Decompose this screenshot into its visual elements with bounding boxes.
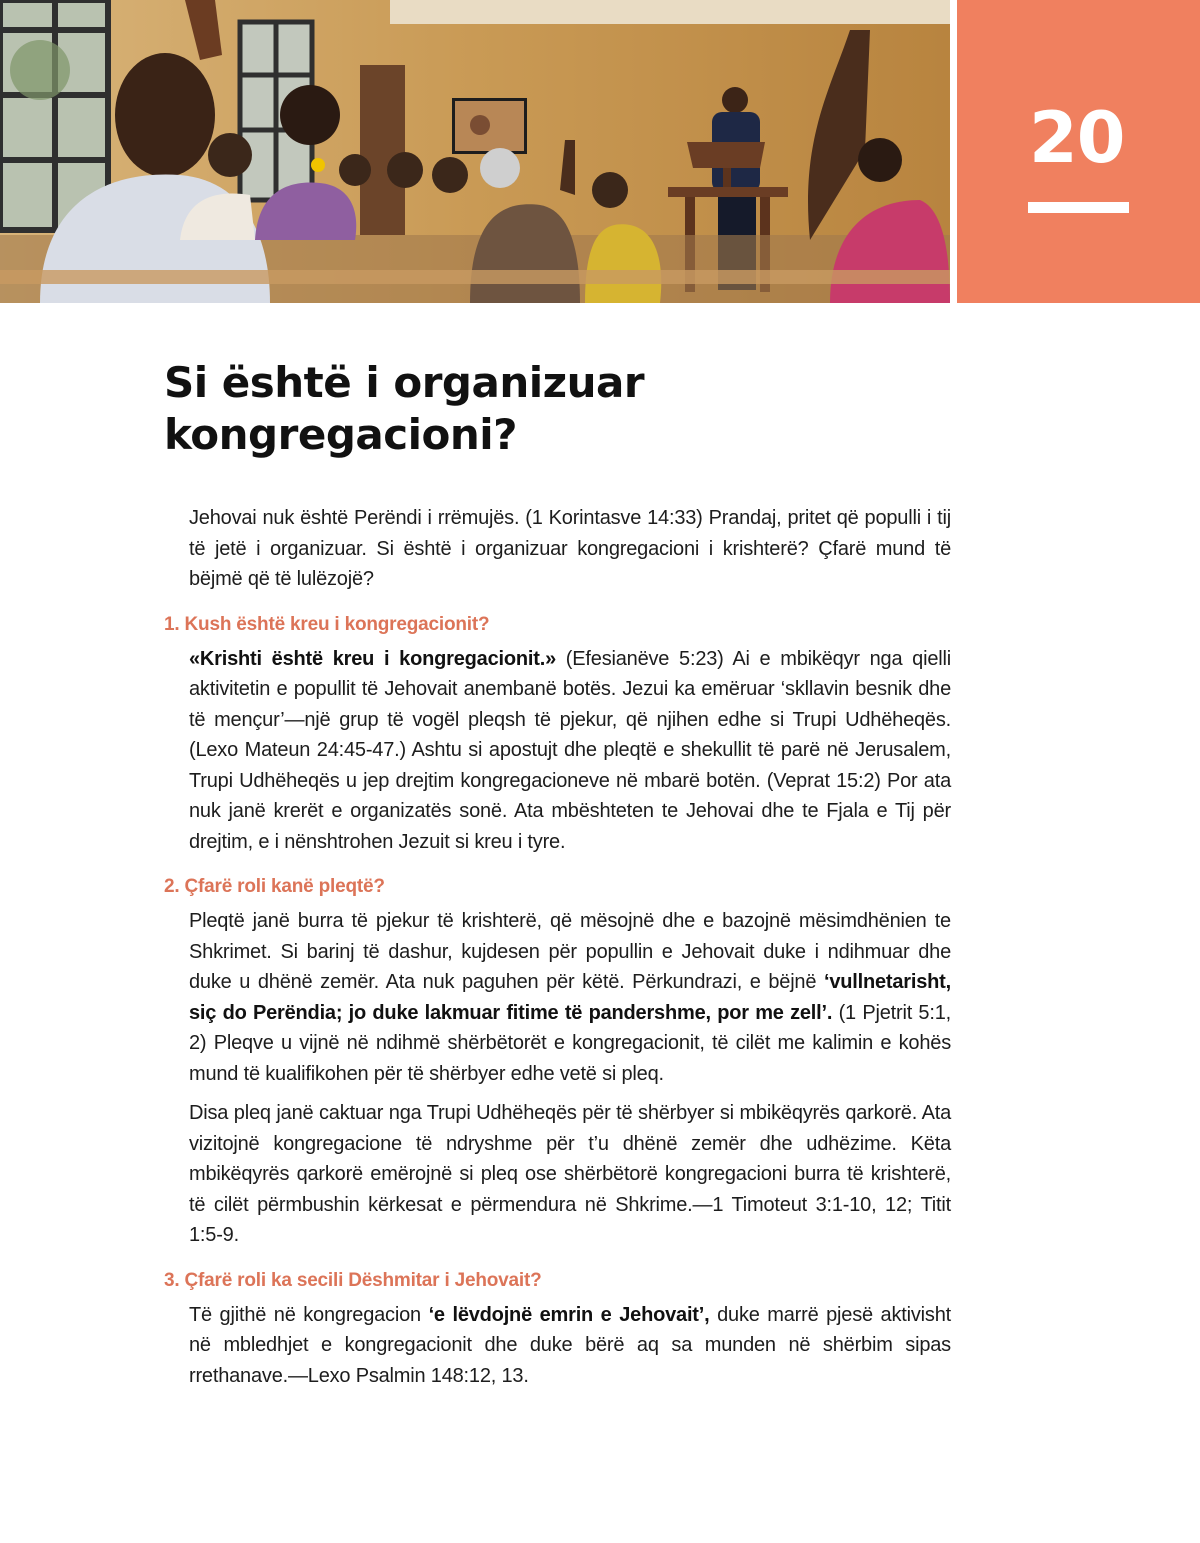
question-heading-2: 2. Çfarë roli kanë pleqtë?: [164, 876, 385, 897]
article-body: [164, 503, 951, 1391]
section-2-paragraph-1: [189, 906, 951, 1089]
paragraph-text: Të gjithë në kongregacion: [189, 1303, 429, 1326]
bold-quote: «Krishti është kreu i kongregacionit.»: [189, 647, 556, 670]
section-1-paragraph: [189, 644, 951, 858]
paragraph-text: (Efesianëve 5:23) Ai e mbikëqyr nga qielli aktivitetin e popullit të Jehovait anembanë botës. Jezui ka emëruar ‘skllavin besnik dhe të mençur’—një grup të vogël pleqsh të pjekur, që njihen edhe si Trupi Udhëheqës. (Lexo Mateun 24:45-47.) Ashtu si apostujt dhe pleqtë e shekullit të parë në Jerusalem, Trupi Udhëheqës u jep drejtim kongregacioneve në mbarë botën. (Veprat 15:2) Por ata nuk janë krerët e organizatës sonë. Ata mbështeten te Jehovai dhe te Fjala e Tij për drejtim, e i nënshtrohen Jezuit si kreu i tyre.: [189, 647, 952, 853]
paragraph-text: Pleqtë janë burra të pjekur të krishterë, që mësojnë dhe e bazojnë mësimdhënien te Shkrimet. Si barinj të dashur, kujdesen për popullin e Jehovait duke i ndihmuar dhe duke u dhënë zemër. Ata nuk paguhen për këtë. Përkundrazi, e bëjnë: [189, 910, 951, 993]
section-3-paragraph: [189, 1300, 951, 1392]
meeting-illustration: [0, 0, 950, 303]
question-heading-3: 3. Çfarë roli ka secili Dëshmitar i Jehovait?: [164, 1269, 542, 1291]
paragraph-text: (1 Pjetrit 5:1, 2) Pleqve u vijnë në ndihmë shërbëtorët e kongregacionit, të cilët me kalimin e kohës mund të kualifikohen për të shërbyer edhe vetë si pleq.: [189, 1001, 951, 1085]
question-heading-1: 1. Kush është kreu i kongregacionit?: [164, 613, 490, 635]
chapter-number: 20: [1029, 97, 1125, 179]
bold-quote: ‘e lëvdojnë emrin e Jehovait’,: [428, 1303, 710, 1326]
page-title: Si është i organizuar kongregacioni?: [164, 358, 645, 459]
chapter-underline: [1028, 202, 1129, 213]
section-2-paragraph-2: Disa pleq janë caktuar nga Trupi Udhëheqës për të shërbyer si mbikëqyrës qarkorë. Ata vizitojnë kongregacione të ndryshme për t’u dhënë zemër dhe udhëzime. Këta mbikëqyrës qarkorë emërojnë si pleq ose shërbëtorë kongregacioni burra të krishterë, të cilët përmbushin kërkesat e përmendura në Shkrime.—1 Timoteut 3:1-10, 12; Titit 1:5-9.: [189, 1102, 951, 1246]
intro-paragraph: Jehovai nuk është Perëndi i rrëmujës. (1 Korintasve 14:33) Prandaj, pritet që populli i tij të jetë i organizuar. Si është i organizuar kongregacioni i krishterë? Çfarë mund të bëjmë që të lulëzojë?: [189, 507, 951, 590]
bold-quote: ‘vullnetarisht, siç do Perëndia; jo duke lakmuar fitime të pandershme, por me zell’.: [189, 971, 951, 1024]
door: [360, 65, 405, 235]
chapter-badge: [957, 0, 1200, 303]
ceiling: [390, 0, 950, 24]
paragraph-text: duke marrë pjesë aktivisht në mbledhjet e kongregacionit dhe duke bërë aq sa munden në shërbim sipas rrethanave.—Lexo Psalmin 148:12, 13.: [189, 1303, 952, 1387]
video-screen: [452, 98, 527, 154]
hero-photo: [0, 0, 950, 303]
